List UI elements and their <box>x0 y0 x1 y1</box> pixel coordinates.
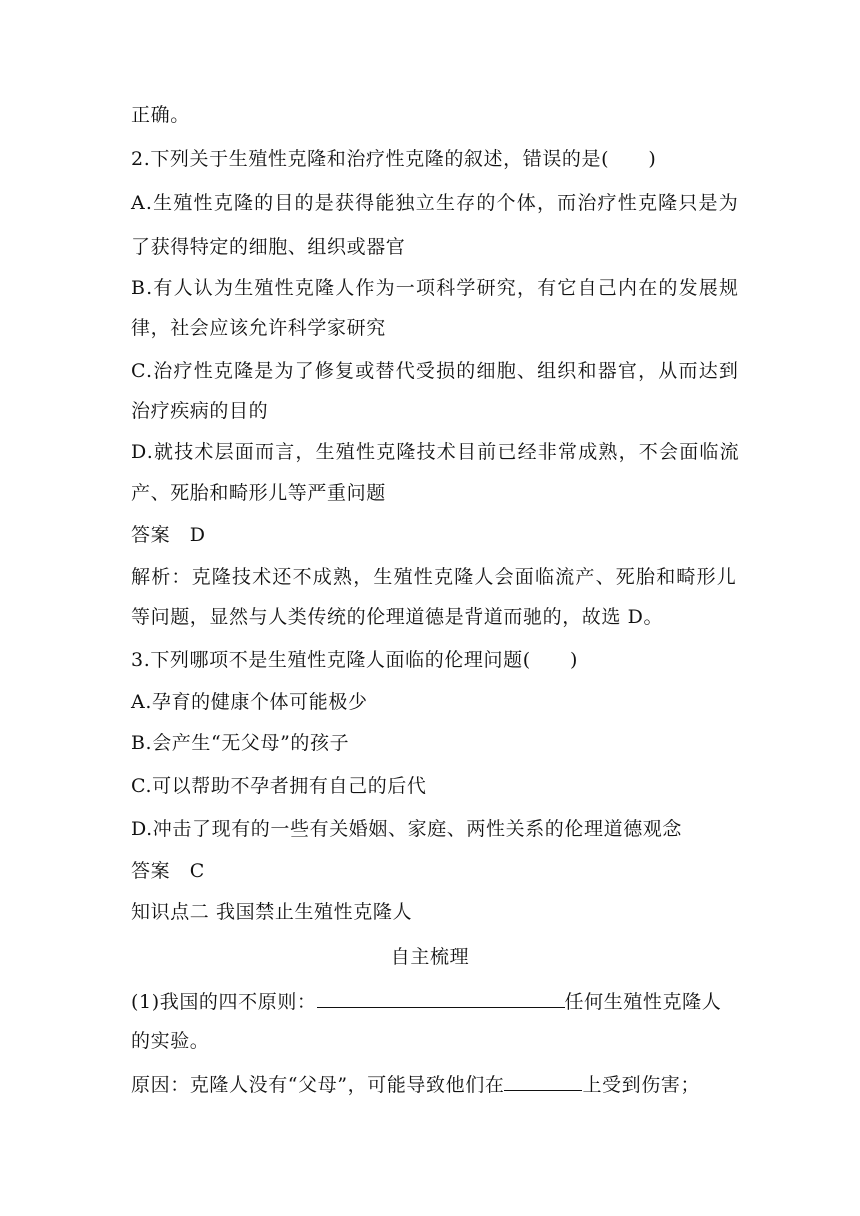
option-2d: D.就技术层面而言，生殖性克隆技术目前已经非常成熟，不会面临流 <box>131 441 740 463</box>
option-2a: A.生殖性克隆的目的是获得能独立生存的个体，而治疗性克隆只是为 <box>131 192 739 214</box>
text-line: 正确。 <box>131 104 190 126</box>
option-2b-continued: 律，社会应该允许科学家研究 <box>131 317 386 339</box>
answer-blank-1[interactable] <box>317 988 565 1008</box>
section-heading: 自主梳理 <box>390 946 470 968</box>
fill-1-prefix: (1)我国的四不原则： <box>131 991 317 1013</box>
option-2c: C.治疗性克隆是为了修复或替代受损的细胞、组织和器官，从而达到 <box>131 360 740 382</box>
fill-1-suffix: 任何生殖性克隆人 <box>564 991 722 1013</box>
explanation-2: 解析：克隆技术还不成熟，生殖性克隆人会面临流产、死胎和畸形儿 <box>131 566 738 588</box>
explanation-2-continued: 等问题，显然与人类传统的伦理道德是背道而驰的，故选 D。 <box>131 606 664 628</box>
question-3-stem: 3.下列哪项不是生殖性克隆人面临的伦理问题( ) <box>131 649 578 671</box>
option-2a-continued: 了获得特定的细胞、组织或器官 <box>131 236 406 258</box>
fill-in-line-2 <box>131 1071 700 1097</box>
question-2-stem: 2.下列关于生殖性克隆和治疗性克隆的叙述，错误的是( ) <box>131 148 657 170</box>
fill-2-prefix: 原因：克隆人没有“父母”，可能导致他们在 <box>131 1074 505 1096</box>
fill-1-continuation: 的实验。 <box>131 1030 210 1052</box>
option-3d: D.冲击了现有的一些有关婚姻、家庭、两性关系的伦理道德观念 <box>131 818 682 840</box>
answer-2: 答案 D <box>131 524 206 546</box>
fill-in-line-1 <box>131 988 721 1014</box>
option-2d-continued: 产、死胎和畸形儿等严重问题 <box>131 482 386 504</box>
knowledge-point-heading: 知识点二 我国禁止生殖性克隆人 <box>131 901 413 923</box>
option-3b: B.会产生“无父母”的孩子 <box>131 732 350 754</box>
option-2b: B.有人认为生殖性克隆人作为一项科学研究，有它自己内在的发展规 <box>131 277 740 299</box>
option-3c: C.可以帮助不孕者拥有自己的后代 <box>131 775 427 797</box>
option-2c-continued: 治疗疾病的目的 <box>131 400 269 422</box>
option-3a: A.孕育的健康个体可能极少 <box>131 691 368 713</box>
answer-blank-2[interactable] <box>504 1071 582 1091</box>
answer-3: 答案 C <box>131 860 205 882</box>
fill-2-suffix: 上受到伤害； <box>582 1074 701 1096</box>
